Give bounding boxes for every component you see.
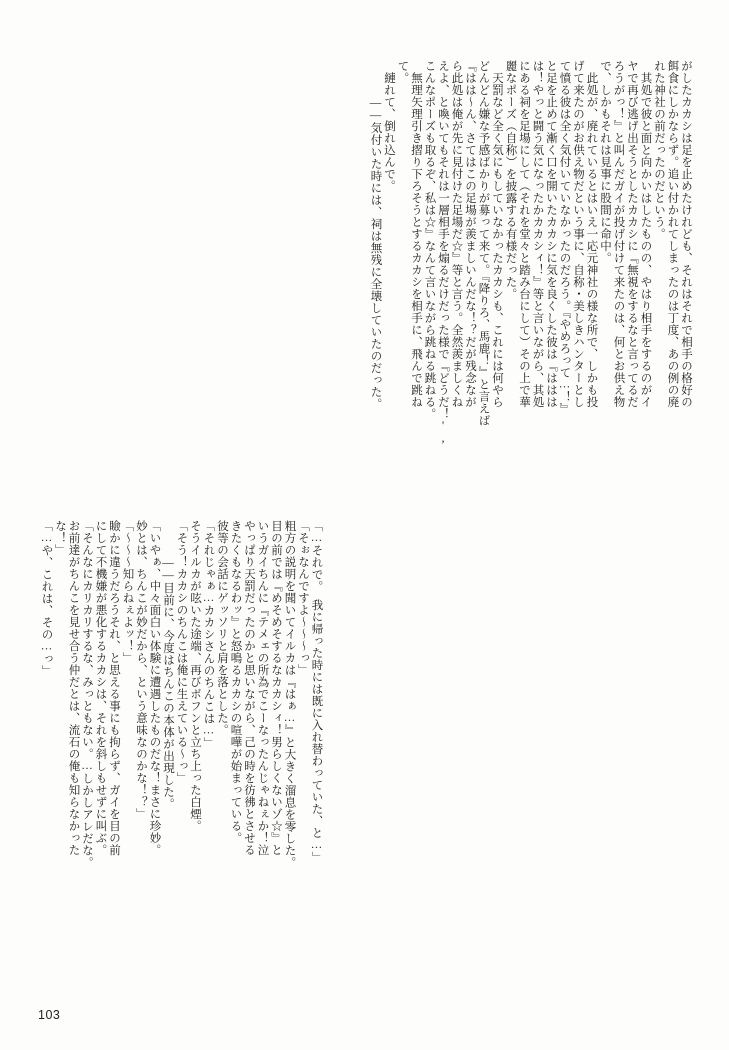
text-column: ろうがっ！』と叫んだガイが投げ付けて来たのは、何とお供え物 [612,60,625,408]
text-column: えよ、と喚いてもそれは一層相手を煽るだけだった様で『どうだ！', [437,60,449,445]
text-column: と足を止めて漸く口を開いたカカシに気を良くした彼は『ははは [545,60,557,408]
text-column: れた神社の前だったのだという。 [653,60,665,240]
text-column: 「…や、これは、その…っ」 [40,520,53,677]
text-column: お前達がちんこを見せ合う仲だとは、流石の俺も知らなかった [67,520,80,856]
text-column: 其処で彼と面と向かいはしたものの、やはり相手をするのがイ [639,60,652,408]
text-column: 「そんなにカリカリするな、みっともない。…しかしアレだな。 [81,520,93,869]
text-column: は！やっと闘う気になったかカカシィ！』等と言いながら、其処 [531,60,544,408]
text-column: そうイルカが呟いた途端、再びボフンと立ち上った白煙。 [189,520,201,832]
text-column: ――気付いた時には、祠は無残に全壊していたのだった。 [369,73,382,410]
text-column: 「いやぁ、中々面白い体験に遭遇したものだな！まさに珍妙。 [148,520,161,856]
text-column: いうガイちんに『テメェの所為でこーなったんじゃねぇか！泣 [256,520,269,856]
text-column: 「〜〜〜知らねぇよッ！」 [121,520,134,664]
text-column: げて来たのがお供え物だという事に、自称・美しきハンターとし [572,60,584,408]
text-column: がしたカカシは足を止めたけれども、それはそれで相手の格好の [680,60,692,408]
text-column: こんなポーズも取るぞ、私は☆』なんて言いながら跳ねる跳ねる。 [423,60,436,420]
text-column: 『はは〜ん、さてはこの足場が羨ましいんだな！？だが残念なが [464,60,476,408]
text-column: 目の前では『めそめそするなカカシィ！男らしくないゾ☆』と [270,520,282,856]
text-column: で、しかもそれは見事に股間に命中。 [599,60,611,264]
text-column: 「…それで。 我に帰った時には既に入れ替わっていた、と…」 [310,520,323,864]
text-column: きたくもなるわッ』と怒鳴るカカシの喧嘩が始まっている。 [229,520,242,844]
text-column: 「それじゃぁ…カカシさんのちんこは…」 [202,520,215,749]
vertical-text-area [38,60,691,970]
text-column: 瞼かに違うだろうそれ、と思える事にも拘らず、ガイを目の前 [108,520,120,856]
text-column: 此処が、廃れているとはいえ一応元神社の様な所で、しかも投 [585,60,598,408]
text-column: な！」 [54,520,66,556]
text-column: ――目前に、今度はちんこの本体が出現した。 [162,533,174,810]
narrative-block-upper [367,60,691,580]
text-column: ヤで再び逃げ出そうとしたカカシに『無視をするなと言ってるだ [626,60,638,408]
text-column: にある祠を足場にして（それを堂々と踏み台にして）その上で華 [518,60,530,408]
text-column: 粗方の説明を聞いてイルカは『はぁ…』と大きく溜息を零した。 [283,520,296,869]
text-column: て。 [396,60,409,84]
text-column: ら此処は俺が先に見付けた足場だ☆』等と言う。全然羨ましくね [450,60,463,408]
page-number: 103 [38,1008,61,1022]
text-column: 天罰など全く気にもしていなかったカカシも、これには何やら [491,60,503,408]
text-column: 彼等の会話にゲッソリと肩を落とした。 [216,520,228,736]
narrative-block-lower [38,520,322,980]
text-column: にして不機嫌が悪化するカカシは、それを斜しもせずに叫ぶ。 [94,520,107,856]
text-column: やっぱり天罰だったのかと思いながら、己の時を彷彿とさせる [243,520,255,856]
text-column: 「そう！カカシのちんこは俺に生えている〜っ」 [175,520,188,784]
text-column: 餌食にしかならず。追い付かれてしまったのは丁度、あの例の廃 [666,60,679,408]
text-column: 麗なポーズ（自称）を披露する有様だった。 [504,60,517,300]
text-column: て憤る彼は全く気付いていなかったのだろう。『やめろって…！』 [558,60,571,415]
text-column: 縺れて、倒れ込んで。 [383,60,395,192]
text-column: どんどん嫌な予感ばかりが募って来て。『降りろ、馬鹿！』と言えば [477,60,490,427]
text-column: 妙とは、ちんこが妙だから、という意味なのかな！？」 [135,520,147,820]
text-column: 「そぉなんですよ〜〜〜っ」 [297,520,309,676]
text-column: 無理矢理引き摺り下ろそうとするカカシを相手に、飛んで跳ね [410,60,422,408]
